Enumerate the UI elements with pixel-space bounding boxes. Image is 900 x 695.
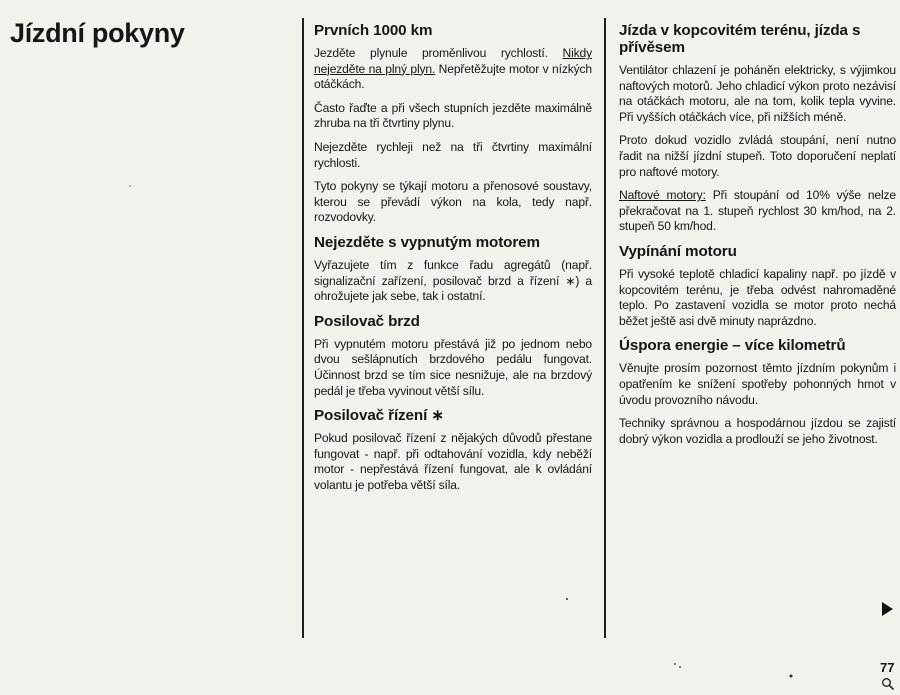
paragraph-text: Techniky správnou a hospodárnou jízdou se zajistí dobrý výkon vozidla a prodlouží se jeho životnost. — [619, 416, 896, 446]
body-paragraph — [314, 337, 592, 399]
body-paragraph — [619, 133, 896, 180]
section — [619, 337, 896, 447]
section-heading: Posilovač brzd — [314, 312, 420, 330]
section — [314, 234, 592, 305]
paragraph-text: Vyřazujete tím z funkce řadu agregátů (např. signalizační zařízení, posilovač brzd a řízení ∗) a ohrožujete jak sebe, tak i ostatní. — [314, 257, 592, 304]
page-number: 77 — [880, 660, 895, 675]
paragraph-text: Proto dokud vozidlo zvládá stoupání, není nutno řadit na nižší jízdní stupeň. Toto doporučení neplatí pro naftové motory. — [619, 133, 896, 179]
paragraph-text: Často řaďte a při všech stupních jezděte maximálně zhruba na tři čtvrtiny plynu. — [314, 100, 592, 131]
column-divider-left — [302, 18, 304, 638]
body-paragraph — [314, 140, 592, 171]
body-paragraph — [619, 416, 896, 447]
paragraph-text: Při vypnutém motoru přestává již po jednom nebo dvou sešlápnutích brzdového pedálu fungovat. Účinnost brzd se tím sice nesnižuje, ale na brzdový pedál je třeba vyvinout větší sílu. — [314, 336, 592, 398]
section-heading: Prvních 1000 km — [314, 22, 433, 39]
paragraph-text: Jezděte plynule proměnlivou rychlostí. — [314, 46, 563, 60]
body-paragraph — [314, 101, 592, 132]
section — [314, 407, 592, 493]
body-paragraph — [314, 46, 592, 93]
section — [619, 243, 896, 329]
page-title: Jízdní pokyny — [10, 18, 185, 48]
paragraph-text: Při stoupání od 10% výše nelze překračovat na 1. stupeň rychlost 30 km/hod, na 2. stupeň 50 km/hod. — [619, 188, 897, 234]
magnifier-icon[interactable] — [881, 677, 895, 691]
underlined-text: Nikdy nejezděte na plný plyn. — [314, 46, 592, 76]
paragraph-text: Věnujte prosím pozornost těmto jízdním pokynům i opatřením ke snížení spotřeby pohonných hmot v úvodu provozního návodu. — [619, 361, 896, 407]
section-heading: Nejezděte s vypnutým motorem — [314, 233, 540, 251]
paragraph-text: Při vysoké teplotě chladicí kapaliny např. po jízdě v kopcovitém terénu, je třeba odvést nahromaděné teplo. Po zastavení vozidla se motor proto nechá běžet ještě asi dvě minuty naprázdno. — [619, 266, 896, 328]
section — [314, 22, 592, 226]
section-heading: Vypínání motoru — [619, 242, 737, 260]
body-paragraph — [619, 63, 896, 125]
body-paragraph — [314, 258, 592, 305]
section — [314, 313, 592, 399]
paragraph-text: Pokud posilovač řízení z nějakých důvodů přestane fungovat - např. při odtahování vozidla, kdy neběží motor - nepřestává řízení fungovat, ale k ovládání volantu je potřeba větší síla. — [314, 431, 592, 492]
paragraph-text: Tyto pokyny se týkají motoru a přenosové soustavy, kterou se převádí výkon na kola, tedy např. rozvodovky. — [314, 179, 592, 225]
body-paragraph — [619, 188, 896, 235]
next-page-arrow-icon[interactable] — [882, 602, 893, 616]
body-paragraph — [314, 431, 592, 493]
column-center — [314, 22, 592, 501]
section-heading: Posilovač řízení ∗ — [314, 407, 444, 425]
body-paragraph — [314, 179, 592, 226]
paragraph-text: Ventilátor chlazení je poháněn elektricky, s výjimkou naftových motorů. Jeho chladicí výkon proto nezávisí na otáčkách motoru, ale na tom, kolik tepla vyvine. Při vyšších otáčkách více, při nižších méně. — [619, 63, 896, 124]
column-divider-middle — [604, 18, 606, 638]
body-paragraph — [619, 361, 896, 408]
underlined-text: Naftové motory: — [619, 188, 706, 203]
paragraph-text: Nepřetěžujte motor v nízkých otáčkách. — [314, 61, 592, 92]
paragraph-text: Nejezděte rychleji než na tři čtvrtiny maximální rychlosti. — [314, 139, 592, 170]
section — [619, 22, 896, 235]
body-paragraph — [619, 267, 896, 329]
section-heading: Úspora energie – více kilometrů — [619, 337, 846, 355]
column-right — [619, 22, 896, 455]
section-heading: Jízda v kopcovitém terénu, jízda s přívěsem — [619, 22, 861, 56]
